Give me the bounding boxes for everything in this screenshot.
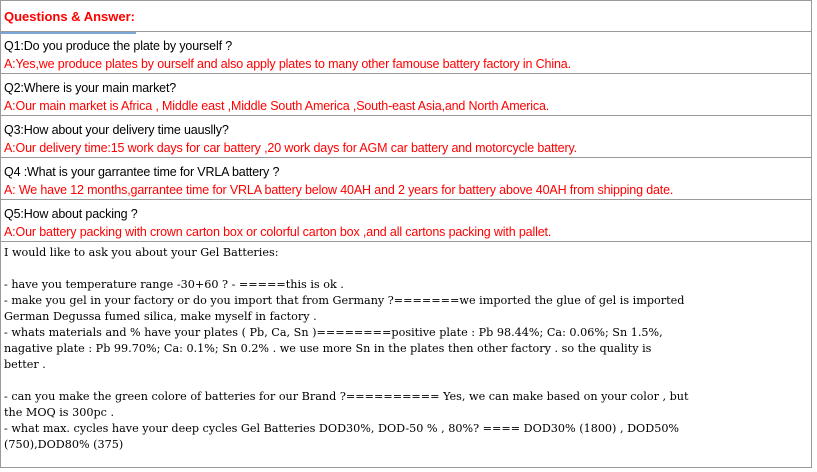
note-line: German Degussa fumed silica, make myself in factory . <box>4 310 317 323</box>
question-5: Q5:How about packing ? <box>4 207 138 221</box>
note-line: - have you temperature range -30+60 ? - =====this is ok . <box>4 278 344 291</box>
answer-5: A:Our battery packing with crown carton box or colorful carton box ,and all cartons packing with pallet. <box>4 225 552 239</box>
question-2: Q2:Where is your main market? <box>4 81 177 95</box>
note-line: better . <box>4 358 46 371</box>
note-line: - what max. cycles have your deep cycles Gel Batteries DOD30%, DOD-50 % , 80%? ==== DOD30% (1800) , DOD50% <box>4 422 680 435</box>
gel-battery-notes <box>1 242 811 453</box>
note-line: (750),DOD80% (375) <box>4 438 124 451</box>
answer-4: A: We have 12 months,garrantee time for VRLA battery below 40AH and 2 years for battery above 40AH from shipping date. <box>4 183 674 197</box>
qa-block-4 <box>1 158 811 200</box>
qa-block-3 <box>1 116 811 158</box>
header-underline <box>1 32 136 34</box>
note-line: - can you make the green colore of batteries for our Brand ?========== Yes, we can make based on your color , but <box>4 390 689 403</box>
header-title: Questions & Answer: <box>1 1 811 32</box>
note-line <box>4 261 811 277</box>
qa-block-5 <box>1 200 811 242</box>
answer-2: A:Our main market is Africa , Middle east ,Middle South America ,South-east Asia,and North America. <box>4 99 550 113</box>
answer-1: A:Yes,we produce plates by ourself and also apply plates to many other famouse battery factory in China. <box>4 57 571 71</box>
note-line: I would like to ask you about your Gel Batteries: <box>4 246 279 259</box>
note-line: nagative plate : Pb 99.70%; Ca: 0.1%; Sn 0.2% . we use more Sn in the plates then other factory . so the quality is <box>4 342 652 355</box>
note-line: the MOQ is 300pc . <box>4 406 115 419</box>
answer-3: A:Our delivery time:15 work days for car battery ,20 work days for AGM car battery and motorcycle battery. <box>4 141 577 155</box>
question-4: Q4 :What is your garrantee time for VRLA battery ? <box>4 165 280 179</box>
note-line <box>4 373 811 389</box>
question-3: Q3:How about your delivery time uauslly? <box>4 123 229 137</box>
note-line: - make you gel in your factory or do you import that from Germany ?=======we imported the glue of gel is imported <box>4 294 685 307</box>
question-1: Q1:Do you produce the plate by yourself ? <box>4 39 233 53</box>
qa-block-1 <box>1 32 811 74</box>
qa-block-2 <box>1 74 811 116</box>
note-line: - whats materials and % have your plates ( Pb, Ca, Sn )========positive plate : Pb 98.44%; Ca: 0.06%; Sn 1.5%, <box>4 326 663 339</box>
